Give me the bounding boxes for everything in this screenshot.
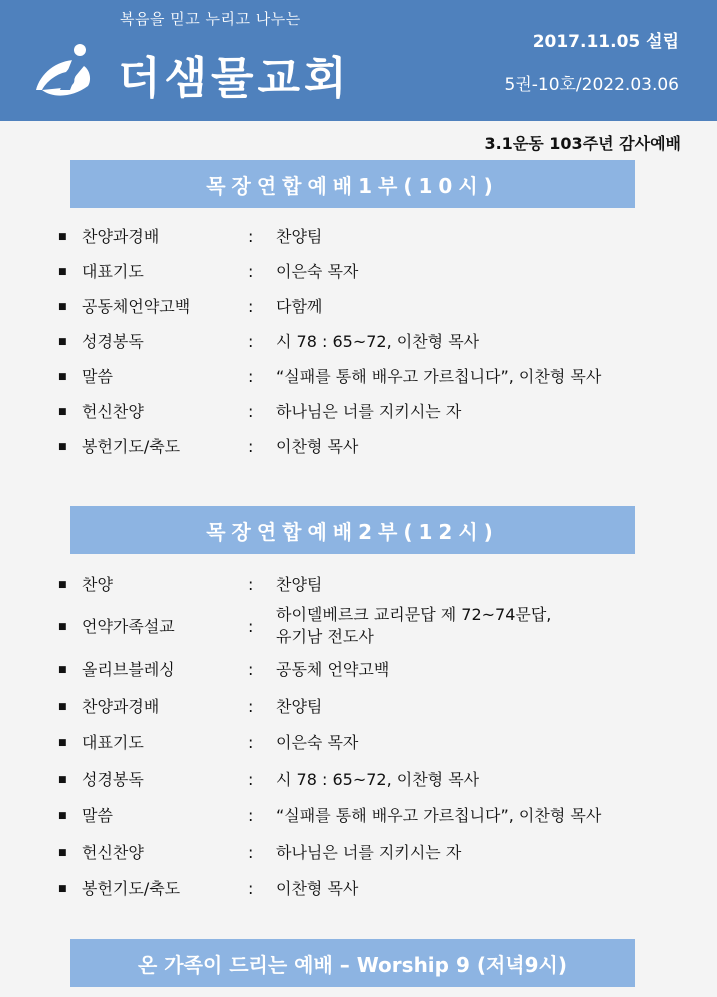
- item-value: 이찬형 목사: [276, 879, 359, 898]
- item-colon: :: [248, 617, 254, 636]
- item-label: 대표기도: [82, 262, 144, 281]
- item-colon: :: [248, 733, 254, 752]
- item-label: 성경봉독: [82, 770, 144, 789]
- item-label: 말씀: [82, 367, 113, 386]
- item-colon: :: [248, 437, 254, 456]
- item-label: 성경봉독: [82, 332, 144, 351]
- item-value: 다함께: [276, 297, 323, 316]
- item-value: 이은숙 목자: [276, 733, 359, 752]
- bullet-icon: ■: [58, 811, 67, 821]
- bullet-icon: ■: [58, 884, 67, 894]
- section-title-service-2: 목장연합예배2부(12시): [70, 506, 635, 554]
- item-value: 하나님은 너를 지키시는 자: [276, 843, 462, 862]
- item-value: 시 78 : 65~72, 이찬형 목사: [276, 332, 480, 351]
- item-label: 말씀: [82, 806, 113, 825]
- item-colon: :: [248, 297, 254, 316]
- item-value: 이은숙 목자: [276, 262, 359, 281]
- bullet-icon: ■: [58, 702, 67, 712]
- item-value: “실패를 통해 배우고 가르칩니다”, 이찬형 목사: [276, 806, 602, 825]
- item-value: 공동체 언약고백: [276, 660, 390, 679]
- item-label: 공동체언약고백: [82, 297, 191, 316]
- item-label: 헌신찬양: [82, 402, 144, 421]
- item-colon: :: [248, 262, 254, 281]
- item-label: 찬양: [82, 575, 113, 594]
- item-colon: :: [248, 402, 254, 421]
- item-colon: :: [248, 879, 254, 898]
- bullet-icon: ■: [58, 775, 67, 785]
- bullet-icon: ■: [58, 267, 67, 277]
- section-title-service-1: 목장연합예배1부(10시): [70, 160, 635, 208]
- item-colon: :: [248, 227, 254, 246]
- item-label: 올리브블레싱: [82, 660, 175, 679]
- item-colon: :: [248, 575, 254, 594]
- item-value: “실패를 통해 배우고 가르칩니다”, 이찬형 목사: [276, 367, 602, 386]
- item-colon: :: [248, 843, 254, 862]
- bullet-icon: ■: [58, 622, 67, 632]
- item-colon: :: [248, 660, 254, 679]
- bullet-icon: ■: [58, 407, 67, 417]
- item-label: 봉헌기도/축도: [82, 437, 181, 456]
- item-value: 이찬형 목사: [276, 437, 359, 456]
- bullet-icon: ■: [58, 665, 67, 675]
- bullet-icon: ■: [58, 848, 67, 858]
- tagline: 복음을 믿고 누리고 나누는: [120, 10, 301, 28]
- item-label: 헌신찬양: [82, 843, 144, 862]
- bullet-icon: ■: [58, 337, 67, 347]
- bullet-icon: ■: [58, 580, 67, 590]
- item-value: 찬양팀: [276, 697, 323, 716]
- church-logo-icon: [30, 40, 100, 102]
- bullet-icon: ■: [58, 302, 67, 312]
- item-colon: :: [248, 806, 254, 825]
- item-value-continued: 유기남 전도사: [276, 627, 374, 646]
- item-label: 언약가족설교: [82, 617, 175, 636]
- header-banner: [0, 0, 717, 121]
- item-colon: :: [248, 367, 254, 386]
- item-value: 찬양팀: [276, 575, 323, 594]
- item-colon: :: [248, 697, 254, 716]
- item-value: 찬양팀: [276, 227, 323, 246]
- item-value: 하이델베르크 교리문답 제 72~74문답,: [276, 605, 552, 624]
- item-label: 대표기도: [82, 733, 144, 752]
- occasion-title: 3.1운동 103주년 감사예배: [484, 134, 681, 153]
- bullet-icon: ■: [58, 232, 67, 242]
- bullet-icon: ■: [58, 372, 67, 382]
- founded-date: 2017.11.05 설립: [532, 32, 679, 52]
- item-colon: :: [248, 332, 254, 351]
- item-label: 봉헌기도/축도: [82, 879, 181, 898]
- item-value: 하나님은 너를 지키시는 자: [276, 402, 462, 421]
- section-title-evening-worship: 온 가족이 드리는 예배 – Worship 9 (저녁9시): [70, 939, 635, 987]
- item-colon: :: [248, 770, 254, 789]
- item-label: 찬양과경배: [82, 697, 160, 716]
- bullet-icon: ■: [58, 442, 67, 452]
- item-label: 찬양과경배: [82, 227, 160, 246]
- church-name: 더샘물교회: [118, 53, 351, 104]
- item-value: 시 78 : 65~72, 이찬형 목사: [276, 770, 480, 789]
- issue-number: 5권-10호/2022.03.06: [504, 75, 679, 95]
- bullet-icon: ■: [58, 738, 67, 748]
